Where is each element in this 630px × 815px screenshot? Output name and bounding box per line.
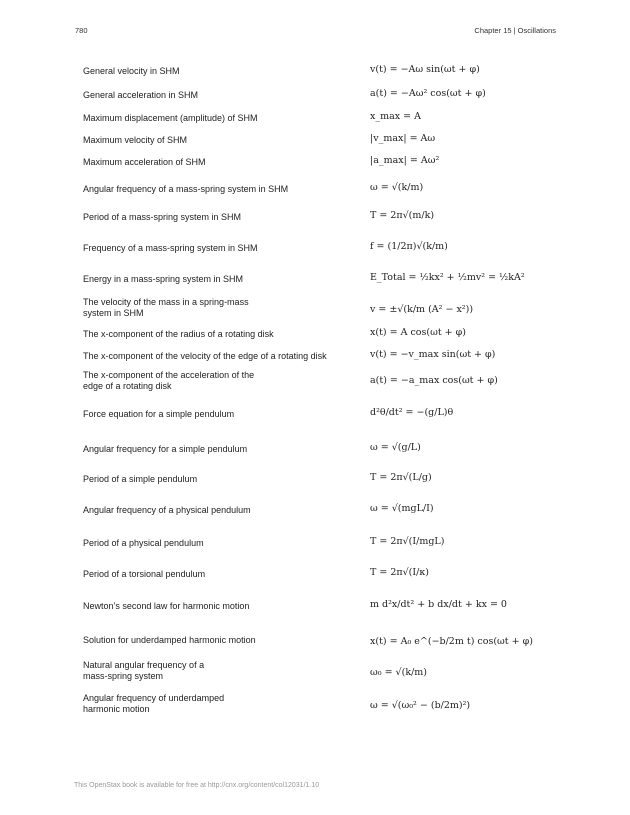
row-label-line: harmonic motion [83, 704, 150, 714]
equation: ω = √(k/m) [370, 182, 424, 193]
row-label-line: mass-spring system [83, 671, 164, 681]
row-label: General acceleration in SHM [83, 90, 199, 100]
row-label: Period of a torsional pendulum [83, 569, 206, 579]
equation: |v_max| = Aω [370, 133, 436, 144]
equation: x_max = A [370, 111, 421, 122]
row-label-line: The velocity of the mass in a spring-mass [83, 297, 249, 307]
equation: v(t) = −v_max sin(ωt + φ) [370, 349, 496, 360]
row-label: Period of a simple pendulum [83, 474, 198, 484]
row-label: Maximum acceleration of SHM [83, 157, 206, 167]
row-label: Force equation for a simple pendulum [83, 409, 235, 419]
equation: m d²x/dt² + b dx/dt + kx = 0 [370, 599, 507, 610]
row-label: Newton’s second law for harmonic motion [83, 601, 250, 611]
equation: ω = √(ω₀² − (b/2m)²) [370, 700, 471, 711]
row-label: The x-component of the radius of a rotating disk [83, 329, 274, 339]
equation: a(t) = −Aω² cos(ωt + φ) [370, 88, 486, 99]
row-label: Frequency of a mass-spring system in SHM [83, 243, 258, 253]
row-label: Angular frequency of a mass-spring system in SHM [83, 184, 289, 194]
equation: x(t) = A cos(ωt + φ) [370, 327, 467, 338]
equation: |a_max| = Aω² [370, 155, 440, 166]
equation: d²θ/dt² = −(g/L)θ [370, 407, 454, 418]
chapter-title: Chapter 15 | Oscillations [474, 26, 556, 35]
equation: T = 2π√(L/g) [370, 472, 432, 483]
footer-note: This OpenStax book is available for free at http://cnx.org/content/col12031/1.10 [74, 782, 320, 789]
row-label: Maximum displacement (amplitude) of SHM [83, 113, 258, 123]
equation: v(t) = −Aω sin(ωt + φ) [370, 64, 480, 75]
row-label: The x-component of the velocity of the edge of a rotating disk [83, 351, 327, 361]
equation: E_Total = ½kx² + ½mv² = ½kA² [370, 272, 525, 283]
equation: ω = √(mgL/I) [370, 503, 434, 514]
row-label: Angular frequency for a simple pendulum [83, 444, 248, 454]
row-label: Period of a physical pendulum [83, 538, 204, 548]
row-label-line: edge of a rotating disk [83, 381, 172, 391]
equation: f = (1/2π)√(k/m) [370, 241, 448, 252]
row-label: Period of a mass-spring system in SHM [83, 212, 242, 222]
row-label: Angular frequency of a physical pendulum [83, 505, 251, 515]
equation: v = ±√(k/m (A² − x²)) [370, 304, 474, 315]
row-label: Solution for underdamped harmonic motion [83, 635, 256, 645]
equation: ω = √(g/L) [370, 442, 421, 453]
row-label-line: Natural angular frequency of a [83, 660, 205, 670]
row-label-line: Angular frequency of underdamped [83, 693, 225, 703]
equation: T = 2π√(I/mgL) [370, 536, 445, 547]
row-label-line: system in SHM [83, 308, 144, 318]
equation: T = 2π√(I/κ) [370, 567, 429, 578]
row-label: Energy in a mass-spring system in SHM [83, 274, 244, 284]
page-number: 780 [75, 26, 88, 35]
equation: x(t) = A₀ e^(−b/2m t) cos(ωt + φ) [370, 636, 533, 647]
row-label: Maximum velocity of SHM [83, 135, 188, 145]
row-label-line: The x-component of the acceleration of the [83, 370, 255, 380]
row-label: General velocity in SHM [83, 66, 180, 76]
equation: T = 2π√(m/k) [370, 210, 435, 221]
equation: a(t) = −a_max cos(ωt + φ) [370, 375, 498, 386]
equation: ω₀ = √(k/m) [370, 667, 427, 678]
